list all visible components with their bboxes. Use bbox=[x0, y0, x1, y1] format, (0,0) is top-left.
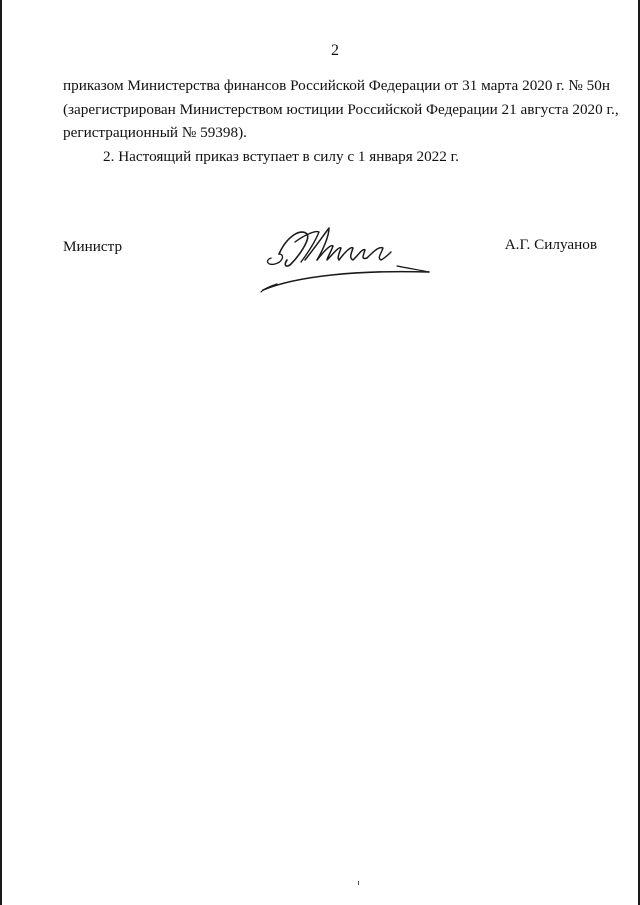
scan-border-left bbox=[0, 0, 2, 905]
paragraph-line: приказом Министерства финансов Российской Федерации от 31 марта 2020 г. № 50н bbox=[63, 77, 610, 94]
paragraph-item-2: 2. Настоящий приказ вступает в силу с 1 января 2022 г. bbox=[103, 147, 459, 165]
signatory-role: Министр bbox=[63, 238, 123, 255]
handwritten-signature bbox=[257, 214, 437, 294]
page-number: 2 bbox=[331, 42, 339, 59]
document-body bbox=[63, 74, 619, 168]
signatory-name: А.Г. Силуанов bbox=[504, 236, 597, 253]
scan-artifact bbox=[358, 881, 359, 885]
paragraph-line: регистрационный № 59398). bbox=[63, 124, 247, 141]
paragraph-line: (зарегистрирован Министерством юстиции Российской Федерации 21 августа 2020 г., bbox=[63, 100, 619, 118]
signature-block bbox=[63, 226, 603, 306]
